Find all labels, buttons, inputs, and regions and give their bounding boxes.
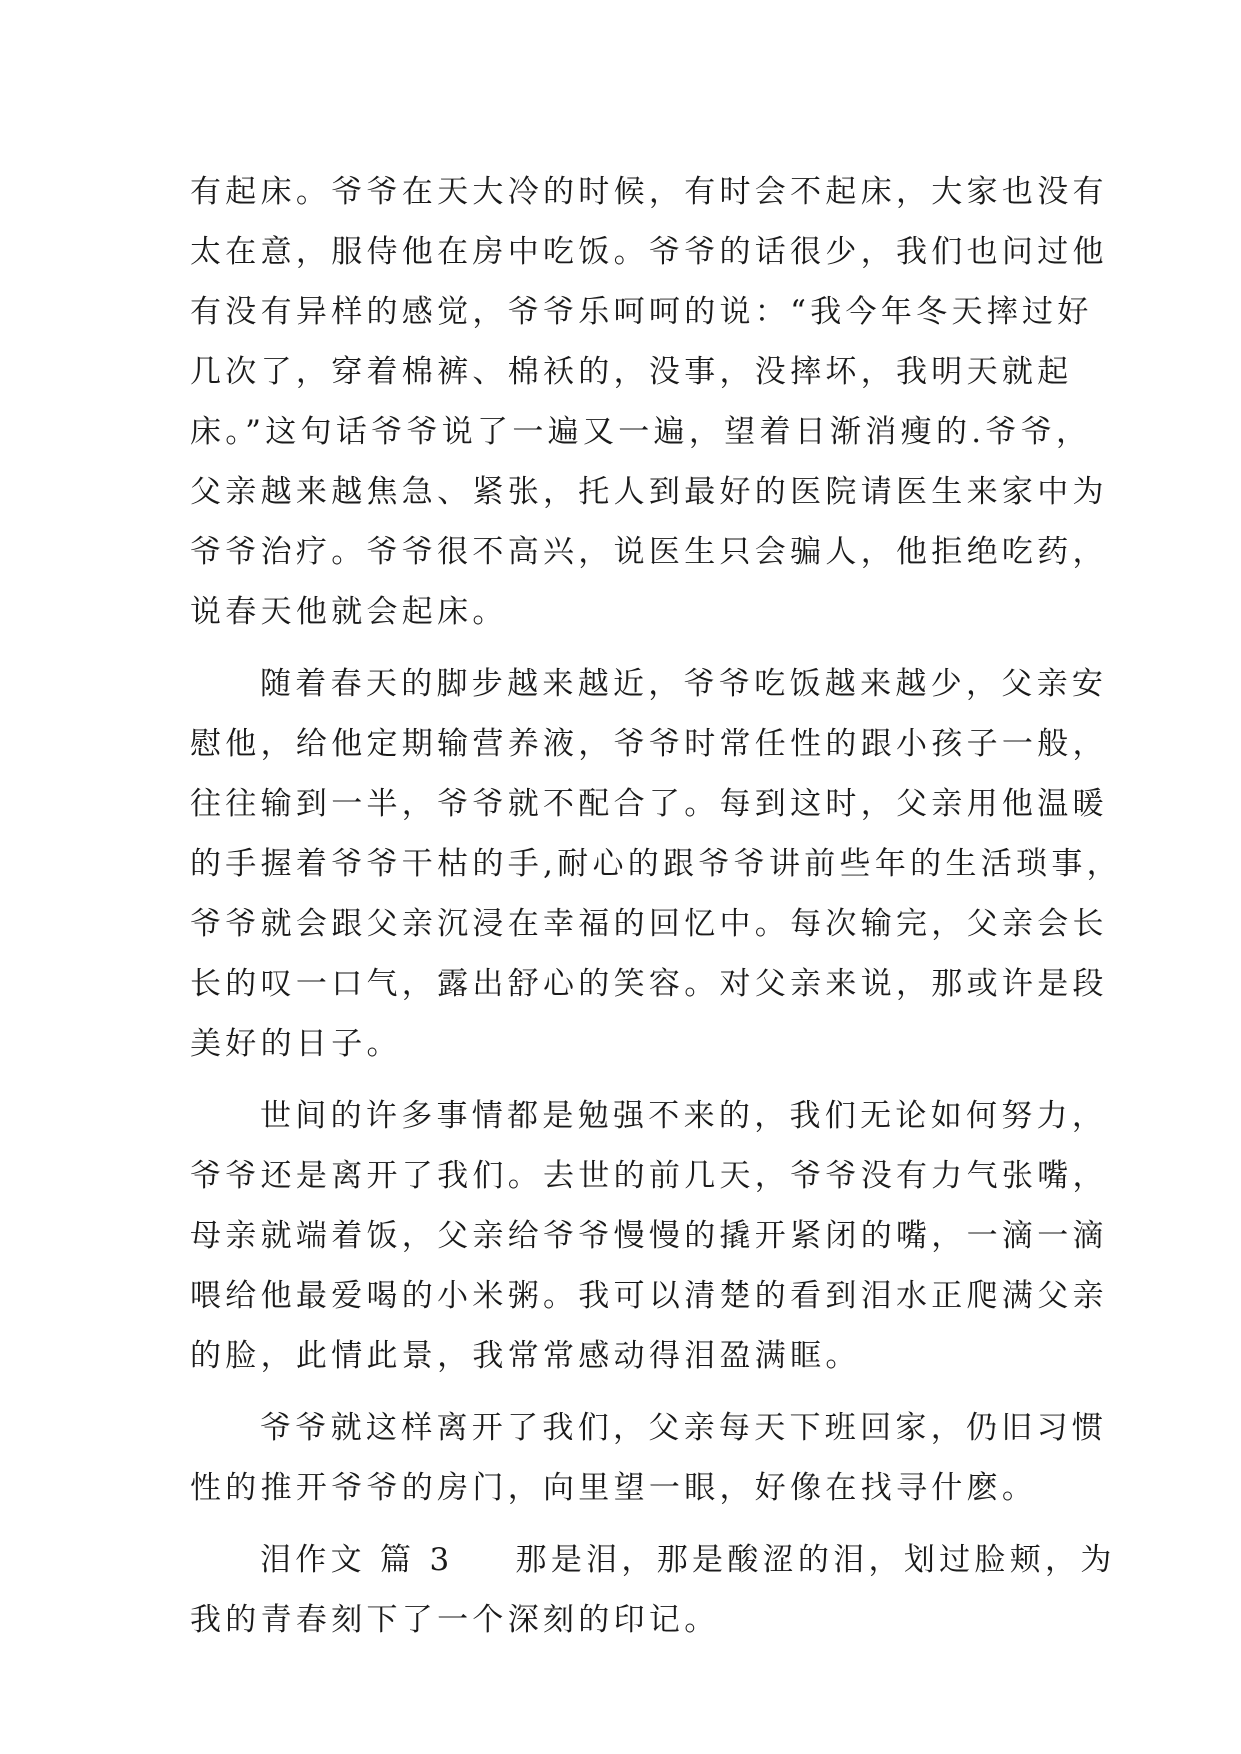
text-line: 几次了，穿着棉裤、棉袄的，没事，没摔坏，我明天就起 bbox=[190, 354, 1073, 390]
text-line: 爷爷还是离开了我们。去世的前几天，爷爷没有力气张嘴， bbox=[190, 1158, 1108, 1194]
text-line: 美好的日子。 bbox=[190, 1026, 402, 1062]
text-line: 父亲越来越焦急、紧张，托人到最好的医院请医生来家中为 bbox=[190, 474, 1108, 510]
text-line: 慰他，给他定期输营养液，爷爷时常任性的跟小孩子一般， bbox=[190, 726, 1108, 762]
text-line: 说春天他就会起床。 bbox=[190, 594, 508, 630]
text-line: 长的叹一口气，露出舒心的笑容。对父亲来说，那或许是段 bbox=[190, 966, 1108, 1002]
section-heading: 泪作文 篇 3 bbox=[260, 1542, 454, 1578]
text-line: 爷爷治疗。爷爷很不高兴，说医生只会骗人，他拒绝吃药， bbox=[190, 534, 1108, 570]
text-line: 爷爷就会跟父亲沉浸在幸福的回忆中。每次输完，父亲会长 bbox=[190, 906, 1108, 942]
text-line: 母亲就端着饭，父亲给爷爷慢慢的撬开紧闭的嘴，一滴一滴 bbox=[190, 1218, 1108, 1254]
text-line: 的脸，此情此景，我常常感动得泪盈满眶。 bbox=[190, 1338, 861, 1374]
text-line: 有起床。爷爷在天大冷的时候，有时会不起床，大家也没有 bbox=[190, 174, 1108, 210]
text-line: 太在意，服侍他在房中吃饭。爷爷的话很少，我们也问过他 bbox=[190, 234, 1108, 270]
section-line bbox=[190, 1530, 1116, 1590]
article-body bbox=[190, 162, 1122, 1650]
paragraph-first-line: 爷爷就这样离开了我们，父亲每天下班回家，仍旧习惯 bbox=[260, 1410, 1108, 1446]
paragraph-first-line: 随着春天的脚步越来越近，爷爷吃饭越来越少，父亲安 bbox=[260, 666, 1108, 702]
text-line: 有没有异样的感觉，爷爷乐呵呵的说：“我今年冬天摔过好 bbox=[190, 294, 1093, 330]
text-line: 性的推开爷爷的房门，向里望一眼，好像在找寻什麽。 bbox=[190, 1470, 1038, 1506]
section-opening: 那是泪，那是酸涩的泪，划过脸颊，为 bbox=[515, 1542, 1116, 1578]
text-line: 的手握着爷爷干枯的手,耐心的跟爷爷讲前些年的生活琐事， bbox=[190, 846, 1122, 882]
text-line: 床。”这句话爷爷说了一遍又一遍，望着日渐消瘦的.爷爷， bbox=[190, 414, 1092, 450]
text-line: 喂给他最爱喝的小米粥。我可以清楚的看到泪水正爬满父亲 bbox=[190, 1278, 1108, 1314]
paragraph-first-line: 世间的许多事情都是勉强不来的，我们无论如何努力， bbox=[260, 1098, 1108, 1134]
text-line: 我的青春刻下了一个深刻的印记。 bbox=[190, 1602, 720, 1638]
text-line: 往往输到一半，爷爷就不配合了。每到这时，父亲用他温暖 bbox=[190, 786, 1108, 822]
